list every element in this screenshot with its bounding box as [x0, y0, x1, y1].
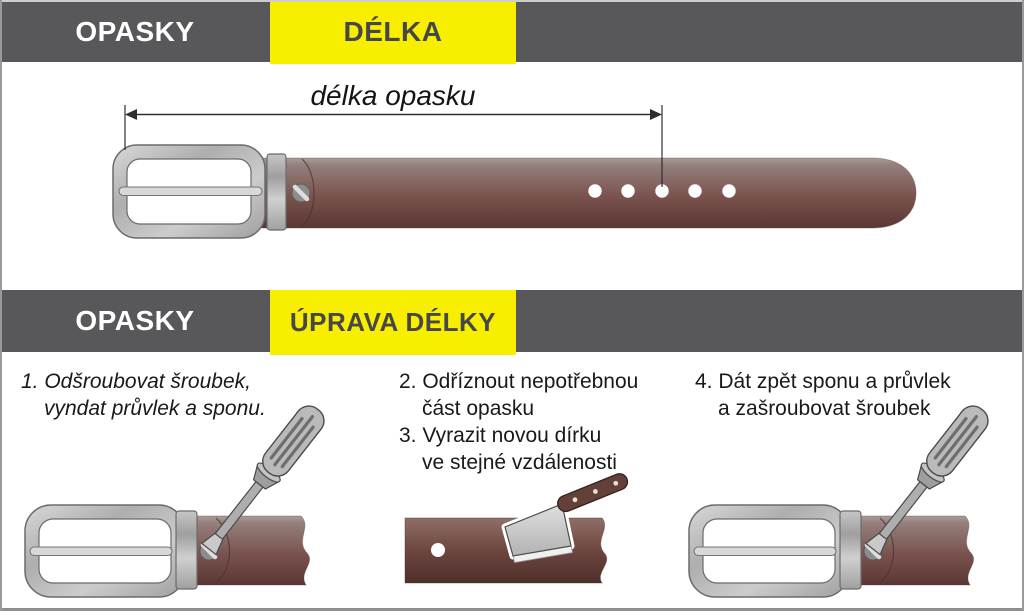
screw	[292, 184, 310, 202]
belt-keeper	[267, 154, 286, 230]
step1-illustration	[25, 401, 329, 597]
tab-uprava-delky: ÚPRAVA DÉLKY	[270, 290, 516, 355]
step2-line2: část opasku	[422, 397, 535, 420]
belt-strap	[253, 158, 916, 228]
knife-handle	[555, 471, 630, 514]
section-label-top: OPASKY	[75, 16, 195, 47]
belt-length-diagram	[113, 145, 916, 238]
dimension-label: délka opasku	[310, 80, 476, 111]
bottom-border	[0, 608, 1024, 611]
left-border	[0, 0, 2, 611]
section-label-bottom: OPASKY	[75, 305, 195, 336]
cleaver-knife-icon	[505, 471, 630, 562]
step23-illustration	[405, 471, 630, 583]
belt-hole	[431, 543, 445, 557]
step1-line2: vyndat průvlek a sponu.	[44, 397, 266, 420]
step4-line2: a zašroubovat šroubek	[718, 397, 931, 420]
step4-line1: 4. Dát zpět sponu a průvlek	[695, 370, 951, 393]
tab-delka: DÉLKA	[270, 0, 516, 64]
step3-line1: 3. Vyrazit novou dírku	[399, 424, 602, 447]
step3-line2: ve stejné vzdálenosti	[422, 451, 617, 474]
step1-line1: 1. Odšroubovat šroubek,	[21, 370, 251, 393]
buckle-prong	[119, 187, 262, 196]
top-border	[0, 0, 1024, 2]
step4-text	[695, 368, 951, 422]
step4-illustration	[689, 401, 993, 597]
step2-line1: 2. Odříznout nepotřebnou	[399, 370, 639, 393]
step1-text	[21, 368, 266, 422]
step2-3-text	[399, 368, 638, 476]
